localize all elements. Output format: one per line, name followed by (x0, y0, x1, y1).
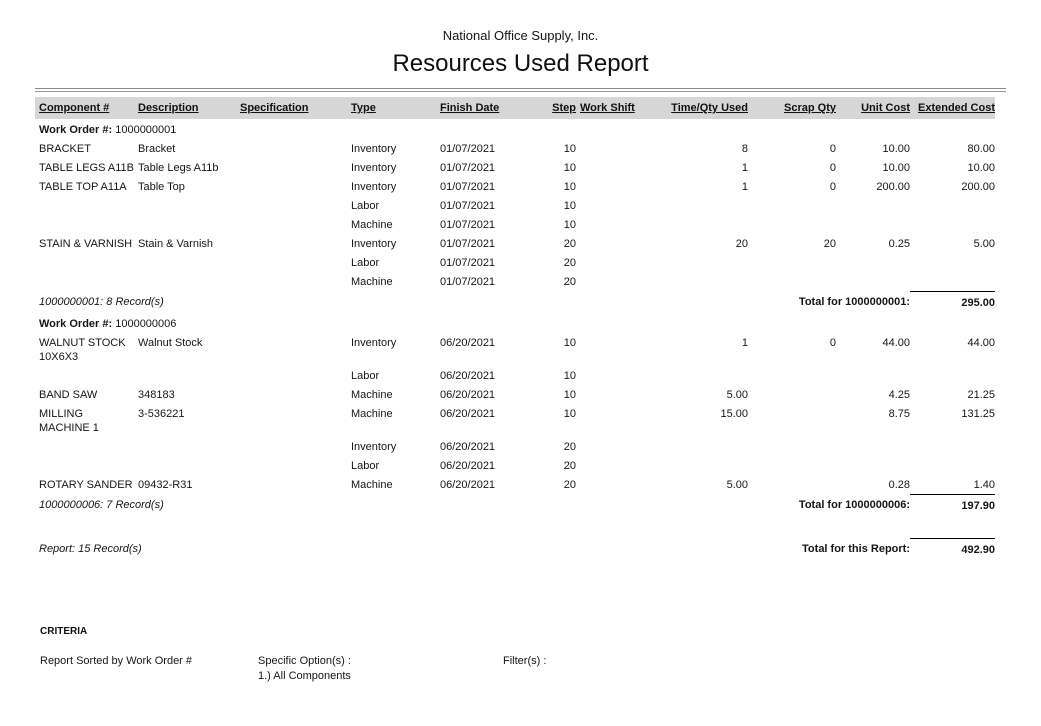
cell-3: Machine (351, 478, 393, 491)
criteria-heading: CRITERIA (40, 625, 88, 637)
table-row (35, 366, 995, 385)
col-header-4: Finish Date (440, 102, 500, 114)
cell-2 (236, 437, 347, 456)
cell-10 (910, 456, 995, 475)
cell-8: 0 (829, 162, 836, 174)
cell-5: 20 (563, 238, 576, 250)
cell-3: Machine (351, 276, 393, 288)
cell-1: Stain & Varnish (138, 238, 214, 250)
cell-4: 01/07/2021 (440, 162, 496, 174)
cell-10 (910, 437, 995, 456)
cell-7: 15.00 (720, 407, 748, 420)
cell-8: 20 (823, 238, 836, 250)
cell-2 (236, 196, 347, 215)
cell-4: 01/07/2021 (440, 238, 496, 250)
report-total-label: Total for this Report: (802, 543, 910, 555)
cell-7: 5.00 (726, 388, 748, 401)
cell-6 (576, 234, 661, 253)
group-record-count: 1000000006: 7 Record(s) (39, 499, 164, 511)
cell-5: 10 (563, 143, 576, 155)
cell-6 (576, 177, 661, 196)
group-record-count: 1000000001: 8 Record(s) (39, 296, 164, 308)
criteria-specific-options (258, 654, 503, 684)
cell-6 (576, 437, 661, 456)
table-row (35, 158, 995, 177)
cell-7: 20 (735, 238, 748, 250)
cell-7: 1 (741, 336, 748, 349)
table-body (35, 119, 995, 560)
table-header (35, 97, 995, 119)
cell-2 (236, 333, 347, 366)
cell-4: 06/20/2021 (440, 440, 496, 453)
column-header-row (35, 97, 995, 119)
cell-1 (134, 272, 236, 291)
cell-0: STAIN & VARNISH (39, 238, 133, 250)
cell-2 (236, 253, 347, 272)
cell-4: 01/07/2021 (440, 219, 496, 231)
cell-7 (661, 366, 748, 385)
cell-6 (576, 385, 661, 404)
cell-9 (836, 272, 910, 291)
cell-3: Inventory (351, 336, 397, 349)
cell-8 (748, 272, 836, 291)
col-header-6: Work Shift (580, 102, 635, 114)
table-row (35, 139, 995, 158)
cell-2 (236, 272, 347, 291)
report-title: Resources Used Report (392, 50, 649, 77)
cell-7 (661, 196, 748, 215)
cell-0 (35, 437, 134, 456)
cell-3: Inventory (351, 440, 397, 453)
cell-9: 200.00 (876, 181, 910, 193)
table-row (35, 234, 995, 253)
cell-1: 3-536221 (138, 407, 185, 420)
cell-0: MILLING MACHINE 1 (39, 407, 99, 434)
cell-4: 01/07/2021 (440, 181, 496, 193)
cell-4: 01/07/2021 (440, 200, 496, 212)
spacer-row (35, 516, 995, 539)
cell-0 (35, 253, 134, 272)
cell-8 (748, 366, 836, 385)
col-header-9: Unit Cost (861, 102, 910, 114)
cell-4: 01/07/2021 (440, 143, 496, 155)
cell-0: TABLE TOP A11A (39, 181, 127, 193)
work-order-label: Work Order #: (39, 124, 116, 136)
cell-3: Labor (351, 200, 380, 212)
cell-9: 0.25 (888, 238, 910, 250)
table-row (35, 215, 995, 234)
table-row (35, 385, 995, 404)
cell-2 (236, 385, 347, 404)
cell-0 (35, 272, 134, 291)
cell-8 (748, 196, 836, 215)
table-row (35, 177, 995, 196)
cell-3: Labor (351, 369, 380, 382)
cell-6 (576, 272, 661, 291)
cell-10 (910, 196, 995, 215)
cell-3: Inventory (351, 238, 397, 250)
cell-9: 8.75 (888, 407, 910, 420)
cell-2 (236, 475, 347, 495)
cell-3: Labor (351, 459, 380, 472)
cell-5: 10 (563, 162, 576, 174)
cell-0 (35, 366, 134, 385)
cell-3: Labor (351, 257, 380, 269)
company-name: National Office Supply, Inc. (442, 28, 599, 43)
cell-2 (236, 404, 347, 437)
cell-2 (236, 234, 347, 253)
cell-8 (748, 404, 836, 437)
cell-10: 1.40 (973, 478, 995, 491)
cell-6 (576, 456, 661, 475)
resources-table (35, 97, 995, 560)
cell-9 (836, 456, 910, 475)
cell-7 (661, 456, 748, 475)
cell-0: TABLE LEGS A11B (39, 162, 134, 174)
report-record-count: Report: 15 Record(s) (39, 543, 142, 555)
cell-5: 10 (563, 388, 576, 401)
group-total-label: Total for 1000000006: (798, 499, 910, 511)
cell-9: 10.00 (882, 162, 910, 174)
cell-8: 0 (829, 336, 836, 349)
cell-8 (748, 385, 836, 404)
cell-2 (236, 139, 347, 158)
cell-10: 10.00 (967, 162, 995, 174)
cell-3: Machine (351, 407, 393, 420)
cell-2 (236, 456, 347, 475)
cell-10: 5.00 (973, 238, 995, 250)
cell-0 (35, 196, 134, 215)
group-total-value: 295.00 (910, 291, 995, 313)
cell-10: 200.00 (961, 181, 995, 193)
cell-6 (576, 253, 661, 272)
group-total-value: 197.90 (910, 494, 995, 516)
cell-9 (836, 437, 910, 456)
table-row (35, 253, 995, 272)
cell-7 (661, 272, 748, 291)
cell-3: Inventory (351, 143, 397, 155)
cell-10 (910, 215, 995, 234)
col-header-8: Scrap Qty (784, 102, 836, 114)
col-header-5: Step (552, 102, 576, 114)
cell-5: 10 (563, 407, 576, 420)
cell-1 (134, 456, 236, 475)
table-row (35, 272, 995, 291)
cell-8 (748, 475, 836, 495)
cell-2 (236, 158, 347, 177)
cell-3: Inventory (351, 162, 397, 174)
criteria-columns (40, 654, 1041, 684)
cell-10 (910, 366, 995, 385)
spacer-cell (35, 516, 995, 539)
report-footer-row (35, 538, 995, 560)
cell-4: 06/20/2021 (440, 407, 496, 420)
cell-5: 10 (563, 200, 576, 212)
cell-1: Walnut Stock (138, 336, 203, 349)
cell-7: 8 (741, 143, 748, 155)
cell-6 (576, 333, 661, 366)
table-row (35, 456, 995, 475)
table-row (35, 196, 995, 215)
work-order-row (35, 119, 995, 139)
cell-0: BRACKET (39, 143, 91, 155)
cell-7: 1 (741, 162, 748, 174)
table-row (35, 333, 995, 366)
cell-3: Machine (351, 219, 393, 231)
cell-8: 0 (829, 143, 836, 155)
cell-2 (236, 366, 347, 385)
col-header-1: Description (138, 102, 199, 114)
cell-0: WALNUT STOCK 10X6X3 (39, 336, 126, 363)
cell-9 (836, 366, 910, 385)
cell-1: Bracket (138, 143, 176, 155)
cell-6 (576, 366, 661, 385)
cell-4: 06/20/2021 (440, 369, 496, 382)
cell-5: 10 (563, 219, 576, 231)
cell-1 (134, 366, 236, 385)
cell-9 (836, 215, 910, 234)
cell-4: 06/20/2021 (440, 388, 496, 401)
cell-9: 0.28 (888, 478, 910, 491)
cell-4: 01/07/2021 (440, 257, 496, 269)
cell-7 (661, 215, 748, 234)
cell-5: 20 (563, 459, 576, 472)
report-total-value: 492.90 (910, 538, 995, 560)
cell-6 (576, 196, 661, 215)
cell-0: BAND SAW (39, 388, 98, 401)
cell-9: 4.25 (888, 388, 910, 401)
col-header-0: Component # (39, 102, 110, 114)
cell-8 (748, 456, 836, 475)
cell-10: 21.25 (967, 388, 995, 401)
cell-3: Machine (351, 388, 393, 401)
cell-6 (576, 158, 661, 177)
cell-0 (35, 456, 134, 475)
work-order-number: 1000000006 (115, 317, 177, 330)
col-header-2: Specification (240, 102, 309, 114)
filters-label: Filter(s) : (503, 654, 547, 667)
cell-7 (661, 253, 748, 272)
cell-10: 80.00 (967, 143, 995, 155)
cell-0: ROTARY SANDER (39, 478, 133, 491)
cell-4: 06/20/2021 (440, 336, 496, 349)
col-header-10: Extended Cost (917, 102, 995, 114)
cell-2 (236, 177, 347, 196)
criteria-section (40, 626, 1041, 684)
cell-1 (134, 437, 236, 456)
cell-5: 10 (563, 369, 576, 382)
cell-10: 131.25 (961, 407, 995, 420)
cell-6 (576, 215, 661, 234)
work-order-number: 1000000001 (115, 124, 177, 136)
cell-8 (748, 437, 836, 456)
cell-1: Table Top (138, 181, 185, 193)
cell-1: Table Legs A11b (138, 162, 219, 174)
cell-4: 06/20/2021 (440, 478, 496, 491)
cell-7 (661, 437, 748, 456)
work-order-row (35, 313, 995, 333)
cell-9: 10.00 (882, 143, 910, 155)
cell-1 (134, 196, 236, 215)
cell-7: 5.00 (726, 478, 748, 491)
cell-9 (836, 253, 910, 272)
table-row (35, 437, 995, 456)
cell-10: 44.00 (967, 336, 995, 349)
criteria-sort: Report Sorted by Work Order # (40, 654, 193, 667)
work-order-header (35, 119, 995, 139)
header-rule (35, 88, 1006, 92)
cell-4: 06/20/2021 (440, 459, 496, 472)
cell-5: 20 (563, 478, 576, 491)
cell-8: 0 (829, 181, 836, 193)
cell-6 (576, 475, 661, 495)
cell-9 (836, 196, 910, 215)
work-order-label: Work Order #: (39, 317, 116, 330)
group-footer-row (35, 494, 995, 516)
cell-1 (134, 215, 236, 234)
cell-10 (910, 253, 995, 272)
cell-6 (576, 404, 661, 437)
cell-0 (35, 215, 134, 234)
cell-4: 01/07/2021 (440, 276, 496, 288)
cell-6 (576, 139, 661, 158)
cell-1: 09432-R31 (138, 478, 193, 491)
col-header-3: Type (351, 102, 376, 114)
cell-7: 1 (741, 181, 748, 193)
specific-options-label: Specific Option(s) : (258, 654, 351, 667)
cell-5: 20 (563, 257, 576, 269)
specific-option-item: 1.) All Components (258, 669, 351, 682)
cell-10 (910, 272, 995, 291)
cell-5: 20 (563, 276, 576, 288)
cell-8 (748, 253, 836, 272)
col-header-7: Time/Qty Used (671, 102, 748, 114)
cell-5: 10 (563, 181, 576, 193)
table-row (35, 404, 995, 437)
table-row (35, 475, 995, 495)
cell-5: 20 (563, 440, 576, 453)
cell-9: 44.00 (882, 336, 910, 349)
work-order-header (35, 313, 995, 333)
cell-1 (134, 253, 236, 272)
group-total-label: Total for 1000000001: (798, 296, 910, 308)
cell-2 (236, 215, 347, 234)
cell-5: 10 (563, 336, 576, 349)
cell-8 (748, 215, 836, 234)
cell-1: 348183 (138, 388, 175, 401)
cell-3: Inventory (351, 181, 397, 193)
group-footer-row (35, 291, 995, 313)
